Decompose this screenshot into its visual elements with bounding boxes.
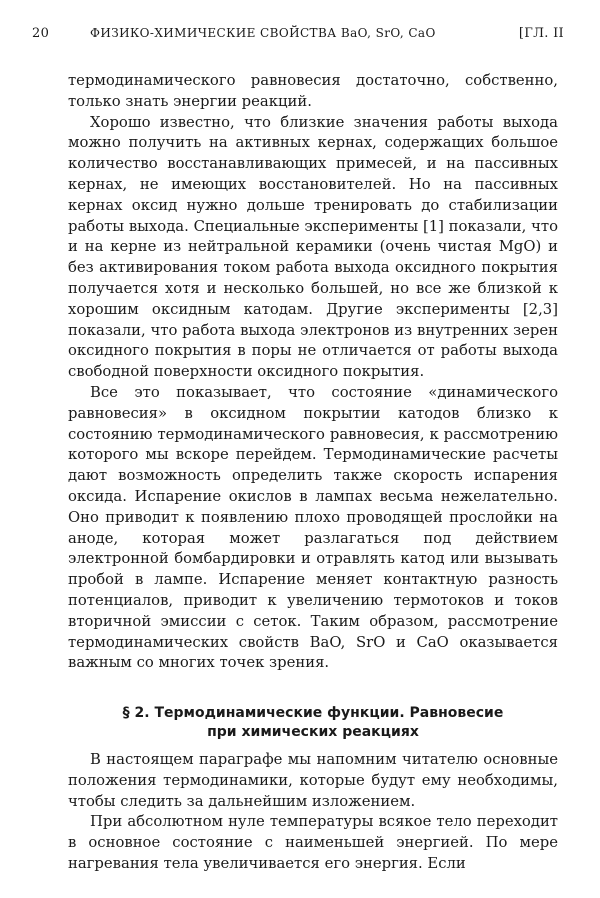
paragraph: В настоящем параграфе мы напомним читателю основные положения термодинамики, которые будут ему необходимы, чтобы следить за дальнейшим изложением. [68, 751, 558, 810]
chapter-marker: [ГЛ. II [518, 26, 564, 41]
body-text-top [68, 71, 558, 674]
running-head [32, 26, 564, 46]
running-title: ФИЗИКО-ХИМИЧЕСКИЕ СВОЙСТВА BaO, SrO, CaO [90, 26, 436, 40]
section-heading [68, 704, 558, 742]
body-text-bottom [68, 750, 558, 875]
paragraph: Хорошо известно, что близкие значения работы выхода можно получить на активных кернах, содержащих большое количество восстанавливающих примесей, и на пассивных кернах, не имеющих восстановителей. Но на пассивных кернах оксид нужно дольше тренировать до стабилизации работы выхода. Специальные эксперименты [1] показали, что и на керне из нейтральной керамики (очень чистая MgO) и без активирования током работа выхода оксидного покрытия получается хотя и несколько большей, но все же близкой к хорошим оксидным катодам. Другие эксперименты [2,3] показали, что работа выхода электронов из внутренних зерен оксидного покрытия в поры не отличается от работы выхода свободной поверхности оксидного покрытия. [68, 113, 558, 381]
paragraph: термодинамического равновесия достаточно, собственно, только знать энергии реакций. [68, 72, 558, 110]
paragraph: Все это показывает, что состояние «динамического равновесия» в оксидном покрытии катодов близко к состоянию термодинамического равновесия, к рассмотрению которого мы вскоре перейдем. Термодинамические расчеты дают возможность определить также скорость испарения оксида. Испарение окислов в лампах весьма нежелательно. Оно приводит к появлению плохо проводящей прослойки на аноде, которая может разлагаться под действием электронной бомбардировки и отравлять катод или вызывать пробой в лампе. Испарение меняет контактную разность потенциалов, приводит к увеличению термотоков и токов вторичной эмиссии с сеток. Таким образом, рассмотрение термодинамических свойств BaO, SrO и CaO оказывается важным со многих точек зрения. [68, 383, 558, 672]
paragraph: При абсолютном нуле температуры всякое тело переходит в основное состояние с наименьшей энергией. По мере нагревания тела увеличивается его энергия. Если [68, 813, 558, 872]
section-heading-line: при химических реакциях [207, 724, 419, 740]
section-heading-line: § 2. Термодинамические функции. Равновесие [122, 705, 504, 721]
page-number: 20 [32, 26, 50, 41]
